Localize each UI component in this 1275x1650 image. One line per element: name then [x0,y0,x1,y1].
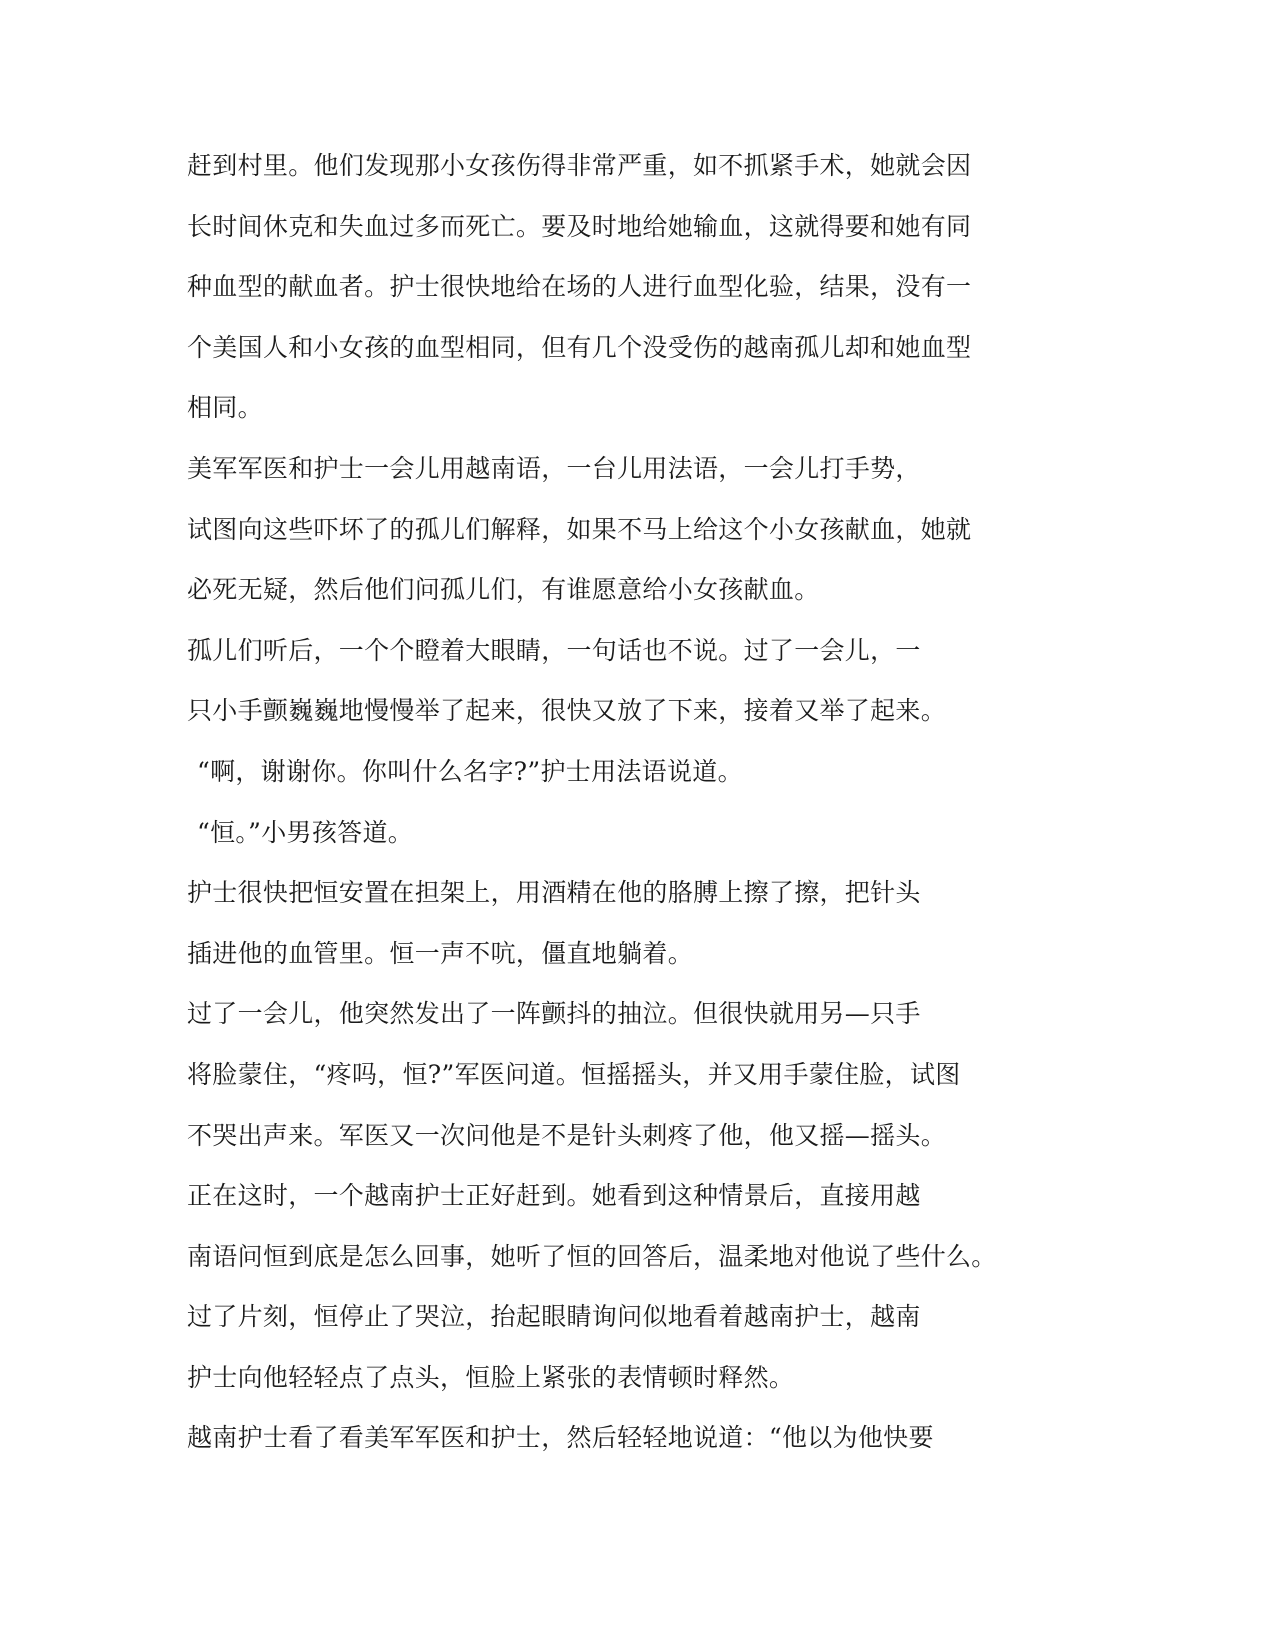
text-line: 南语问恒到底是怎么回事，她听了恒的回答后，温柔地对他说了些什么。 [187,1241,997,1271]
text-line: 过了一会儿，他突然发出了一阵颤抖的抽泣。但很快就用另—只手 [187,999,921,1029]
body-text [187,141,1187,1474]
text-line: 插进他的血管里。恒一声不吭，僵直地躺着。 [187,938,694,968]
text-line: 美军军医和护士一会儿用越南语，一台儿用法语，一会儿打手势， [187,453,921,483]
text-line: 越南护士看了看美军军医和护士，然后轻轻地说道：“他以为他快要 [187,1423,934,1453]
text-line: 相同。 [187,393,263,423]
text-line: 长时间休克和失血过多而死亡。要及时地给她输血，这就得要和她有同 [187,211,972,241]
text-line: 个美国人和小女孩的血型相同，但有几个没受伤的越南孤儿却和她血型 [187,332,972,362]
text-line: 正在这时，一个越南护士正好赶到。她看到这种情景后，直接用越 [187,1181,921,1211]
text-line: “恒。”小男孩答道。 [197,817,414,847]
text-line: 护士向他轻轻点了点头，恒脸上紧张的表情顿时释然。 [187,1362,795,1392]
text-line: 试图向这些吓坏了的孤儿们解释，如果不马上给这个小女孩献血，她就 [187,514,972,544]
text-line: 护士很快把恒安置在担架上，用酒精在他的胳膊上擦了擦，把针头 [187,878,921,908]
text-line: 种血型的献血者。护士很快地给在场的人进行血型化验，结果，没有一 [187,272,972,302]
text-line: “啊，谢谢你。你叫什么名字?”护士用法语说道。 [197,756,743,786]
text-line: 孤儿们听后，一个个瞪着大眼睛，一句话也不说。过了一会儿，一 [187,635,921,665]
text-line: 必死无疑，然后他们问孤儿们，有谁愿意给小女孩献血。 [187,575,820,605]
text-line: 只小手颤巍巍地慢慢举了起来，很快又放了下来，接着又举了起来。 [187,696,947,726]
text-line: 不哭出声来。军医又一次问他是不是针头刺疼了他，他又摇—摇头。 [187,1120,947,1150]
text-line: 将脸蒙住，“疼吗，恒?”军医问道。恒摇摇头，并又用手蒙住脸，试图 [187,1059,961,1089]
text-line: 过了片刻，恒停止了哭泣，抬起眼睛询问似地看着越南护士，越南 [187,1302,921,1332]
text-line: 赶到村里。他们发现那小女孩伤得非常严重，如不抓紧手术，她就会因 [187,151,972,180]
